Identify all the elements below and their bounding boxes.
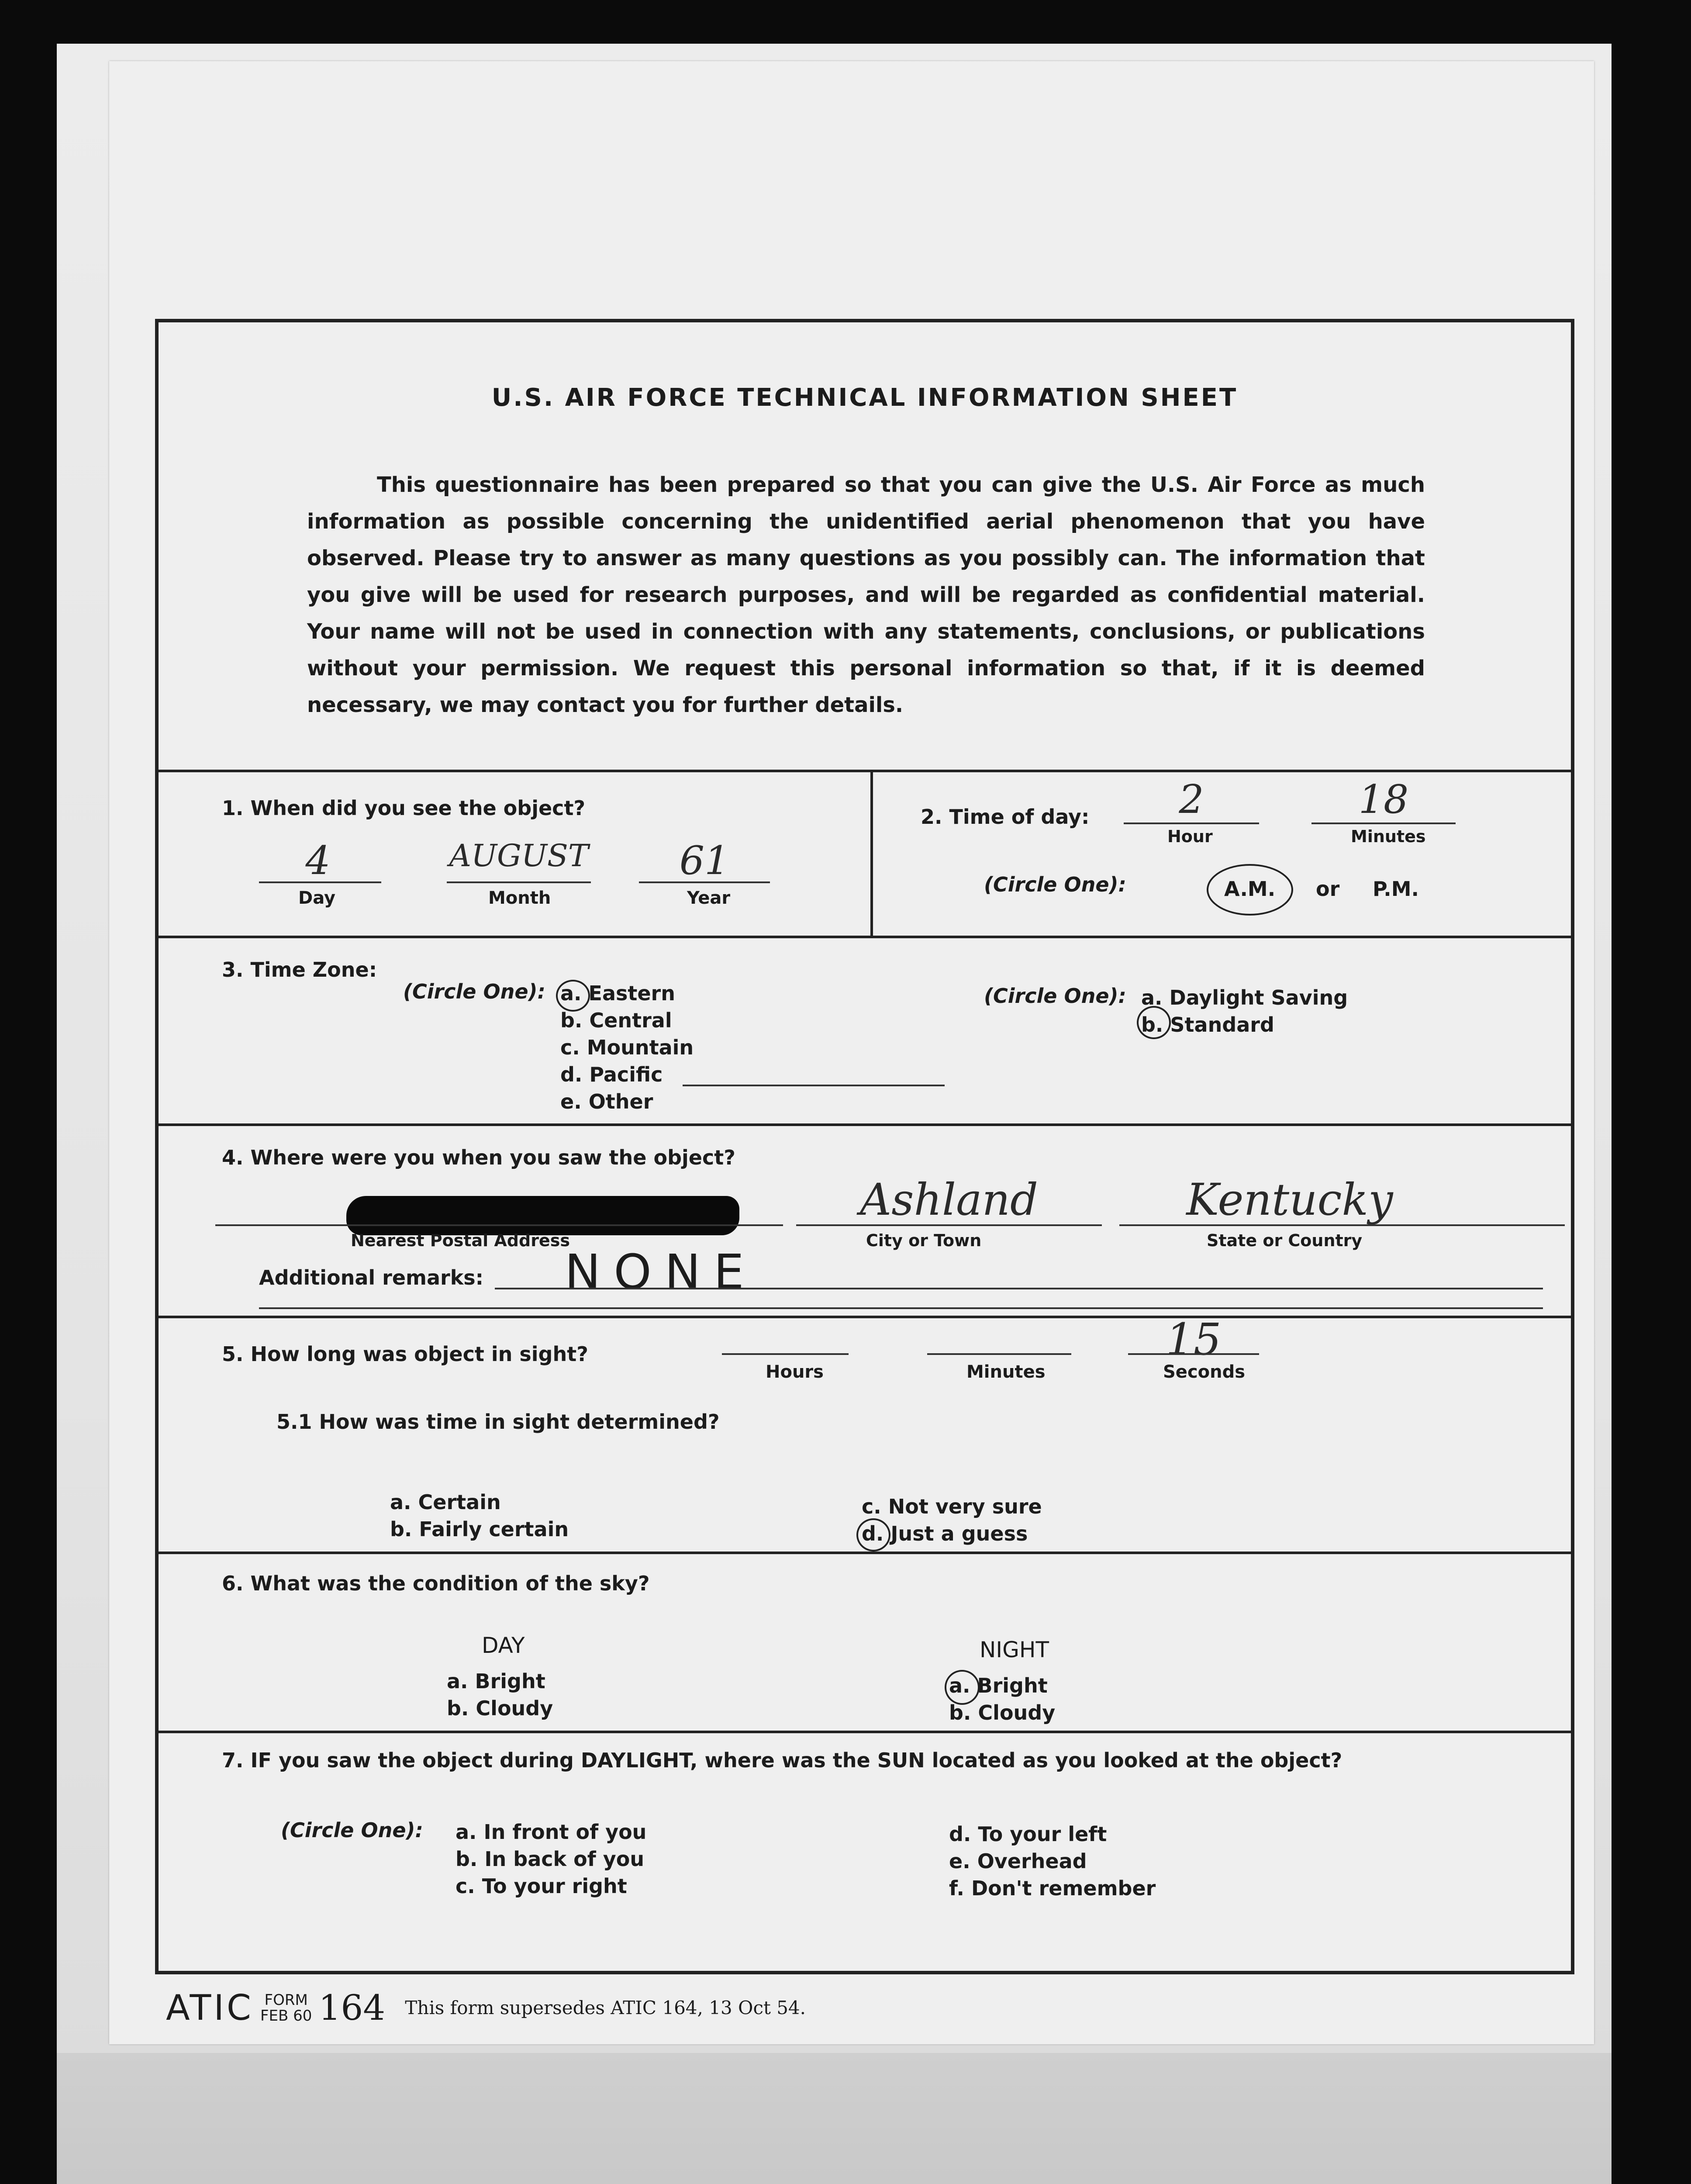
q3-time-type-list [1141, 984, 1348, 1038]
q1-day-line [259, 881, 381, 883]
q7-to-right: c. To your right [456, 1874, 627, 1898]
q5-seconds-value: 15 [1166, 1314, 1222, 1365]
q5-minutes-line [927, 1353, 1071, 1355]
q3-circle-one: (Circle One): [403, 980, 545, 1003]
footer-atic: ATIC [166, 1987, 254, 2028]
q5-seconds-line [1128, 1353, 1259, 1355]
section-sun-position [159, 1733, 1571, 1978]
q7-options-right [949, 1821, 1156, 1902]
q4-remarks-label: Additional remarks: [259, 1266, 484, 1289]
intro-paragraph [307, 467, 1425, 723]
q6-night-cloudy: b. Cloudy [949, 1701, 1056, 1724]
q2-or: or [1316, 877, 1340, 901]
q7-options-left [456, 1818, 646, 1900]
q4-remarks-line-2 [259, 1307, 1543, 1309]
q4-question: 4. Where were you when you saw the object? [222, 1146, 735, 1169]
footer-date: FEB 60 [260, 2007, 312, 2025]
q5-minutes-label: Minutes [966, 1362, 1046, 1382]
section-date-time [159, 772, 1571, 938]
q2-question: 2. Time of day: [921, 805, 1090, 829]
q5-sub-question: 5.1 How was time in sight determined? [276, 1410, 720, 1434]
q7-in-back: b. In back of you [456, 1847, 645, 1871]
q4-state-line [1119, 1224, 1565, 1226]
form-title: U.S. AIR FORCE TECHNICAL INFORMATION SHEET [491, 384, 1238, 412]
q1-year-line [639, 881, 770, 883]
q2-hour-value: 2 [1179, 777, 1204, 822]
zone-eastern: a. Eastern [560, 981, 675, 1005]
q3-zone-list [560, 980, 694, 1115]
q2-pm: P.M. [1373, 877, 1419, 901]
q6-day-options [447, 1668, 553, 1722]
footer-supersedes: This form supersedes ATIC 164, 13 Oct 54. [405, 1997, 806, 2018]
section-sky-condition [159, 1554, 1571, 1733]
q2-minutes-line [1311, 822, 1456, 824]
q2-circle-one: (Circle One): [984, 873, 1126, 896]
q5-seconds-label: Seconds [1163, 1362, 1246, 1382]
section-time-zone [159, 938, 1571, 1126]
section-location [159, 1126, 1571, 1318]
q7-to-left: d. To your left [949, 1822, 1107, 1846]
q1-month-line [447, 881, 591, 883]
intro-text: This questionnaire has been prepared so that you can give the U.S. Air Force as much information as possible concerning the unidentified aerial phenomenon that you have observed. Please try to answer as many questions as you possibly can. The information that you give will be used for research purposes, and will be regarded as confidential material. Your name will not be used in connection with any statements, conclusions, or publications without your permission. We request this personal information so that, if it is deemed necessary, we may contact you for further details. [307, 473, 1425, 717]
zone-central: b. Central [560, 1009, 672, 1032]
zone-pacific: d. Pacific [560, 1063, 663, 1086]
technical-information-form [155, 319, 1574, 1974]
q6-night-heading: NIGHT [980, 1637, 1049, 1662]
q4-state-value: Kentucky [1186, 1174, 1393, 1225]
time-type-daylight: a. Daylight Saving [1141, 986, 1348, 1009]
form-footer [166, 1987, 806, 2028]
section-divider [870, 772, 873, 936]
q7-dont-remember: f. Don't remember [949, 1876, 1156, 1900]
section-duration [159, 1314, 1571, 1554]
q2-hour-label: Hour [1167, 827, 1213, 846]
footer-form-word: FORM [264, 1991, 308, 2009]
q4-address-label: Nearest Postal Address [351, 1231, 570, 1250]
q7-overhead: e. Overhead [949, 1849, 1087, 1873]
q1-month-value: AUGUST [449, 838, 589, 874]
q4-state-label: State or Country [1207, 1231, 1363, 1250]
q1-month-label: Month [488, 888, 551, 908]
zone-mountain: c. Mountain [560, 1036, 694, 1059]
form-header [159, 322, 1571, 772]
q5-option-just-a-guess: d. Just a guess [862, 1522, 1028, 1545]
q6-day-heading: DAY [482, 1633, 525, 1658]
photo-lower-band [57, 2053, 1612, 2184]
q4-city-label: City or Town [866, 1231, 982, 1250]
footer-form-date [260, 1992, 312, 2024]
q6-night-options [949, 1672, 1055, 1726]
q1-day-value: 4 [305, 838, 331, 884]
q5-hours-line [722, 1353, 849, 1355]
q2-am-circle-mark [1207, 864, 1293, 916]
q2-hour-line [1124, 822, 1259, 824]
q6-day-cloudy: b. Cloudy [447, 1697, 553, 1720]
q6-question: 6. What was the condition of the sky? [222, 1572, 650, 1595]
q5-question: 5. How long was object in sight? [222, 1342, 588, 1366]
q2-am: A.M. [1224, 877, 1276, 901]
q6-day-bright: a. Bright [447, 1669, 545, 1693]
q7-question: 7. IF you saw the object during DAYLIGHT, where was the SUN located as you looked at the object? [222, 1749, 1342, 1772]
q1-question: 1. When did you see the object? [222, 796, 586, 820]
q7-circle-one: (Circle One): [281, 1818, 423, 1842]
q1-year-label: Year [687, 888, 731, 908]
q5-option-not-very-sure: c. Not very sure [862, 1495, 1042, 1518]
q3-question: 3. Time Zone: [222, 958, 377, 981]
q4-city-line [796, 1224, 1102, 1226]
q2-minutes-label: Minutes [1351, 827, 1426, 846]
zone-other: e. Other [560, 1090, 653, 1113]
q4-remarks-value: NONE [565, 1244, 757, 1300]
q4-remarks-line-1 [495, 1288, 1543, 1289]
q6-night-bright: a. Bright [949, 1674, 1048, 1697]
q5-options-left [390, 1489, 569, 1543]
q1-day-label: Day [298, 888, 336, 908]
q5-option-certain: a. Certain [390, 1490, 501, 1514]
q5-hours-label: Hours [766, 1362, 824, 1382]
q5-guess-circle-mark [856, 1518, 890, 1552]
footer-number: 164 [318, 1987, 386, 2028]
redacted-address [346, 1196, 739, 1235]
q2-minutes-value: 18 [1358, 777, 1409, 822]
q7-in-front: a. In front of you [456, 1820, 647, 1844]
q4-city-value: Ashland [860, 1174, 1038, 1225]
q3-circle-one-2: (Circle One): [984, 984, 1126, 1008]
q5-option-fairly-certain: b. Fairly certain [390, 1517, 569, 1541]
q4-address-line [215, 1224, 783, 1226]
time-type-standard: b. Standard [1141, 1013, 1274, 1037]
q3-other-line [683, 1085, 945, 1086]
q1-year-value: 61 [679, 838, 730, 884]
